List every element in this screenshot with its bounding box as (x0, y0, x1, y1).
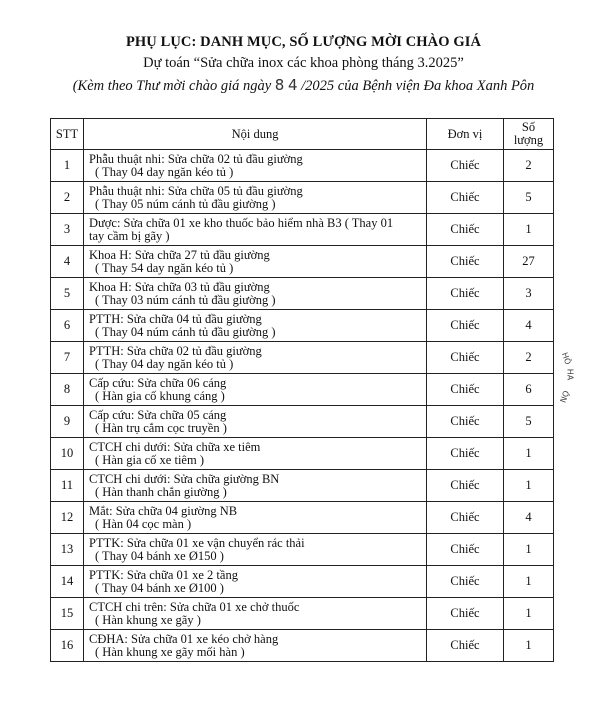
content-line2: ( Hàn gia cố khung cáng ) (95, 388, 225, 403)
table-row (51, 374, 554, 406)
stamp-text-1: HÔ (559, 351, 573, 366)
cell-qty: 6 (504, 374, 554, 406)
cell-content (84, 566, 427, 598)
header-qty (504, 119, 554, 150)
cell-content (84, 598, 427, 630)
cell-qty: 4 (504, 502, 554, 534)
content-line1: Phẫu thuật nhi: Sửa chữa 02 tủ đầu giường (89, 151, 303, 166)
table-row (51, 598, 554, 630)
handwritten-day: 8 (274, 76, 285, 94)
cell-content (84, 342, 427, 374)
cell-qty: 1 (504, 566, 554, 598)
cell-stt: 2 (51, 182, 84, 214)
cell-stt: 12 (51, 502, 84, 534)
document-subtitle: Dự toán “Sửa chữa inox các khoa phòng tháng 3.2025” (143, 55, 464, 71)
content-line1: CTCH chi dưới: Sửa chữa xe tiêm (89, 439, 261, 454)
content-line2: ( Hàn khung xe gãy ) (95, 612, 201, 627)
cell-stt: 1 (51, 150, 84, 182)
cell-qty: 1 (504, 438, 554, 470)
cell-qty: 1 (504, 630, 554, 662)
document-note (0, 76, 607, 95)
content-line2: ( Hàn 04 cọc màn ) (95, 516, 192, 531)
cell-qty: 1 (504, 534, 554, 566)
content-line1: PTTH: Sửa chữa 02 tủ đầu giường (89, 343, 262, 358)
content-line1: CĐHA: Sửa chữa 01 xe kéo chở hàng (89, 631, 279, 646)
header-qty-line2: lượng (513, 133, 544, 147)
items-table (50, 118, 554, 662)
table-row (51, 182, 554, 214)
cell-unit: Chiếc (427, 598, 504, 630)
cell-stt: 10 (51, 438, 84, 470)
content-line1: PTTK: Sửa chữa 01 xe 2 tầng (89, 567, 238, 582)
content-line1: CTCH chi trên: Sửa chữa 01 xe chở thuốc (89, 599, 300, 614)
cell-content (84, 406, 427, 438)
table-row (51, 630, 554, 662)
cell-qty: 1 (504, 214, 554, 246)
content-line2: ( Thay 04 bánh xe Ø100 ) (95, 580, 224, 595)
cell-content (84, 278, 427, 310)
cell-stt: 7 (51, 342, 84, 374)
cell-stt: 14 (51, 566, 84, 598)
content-line1: Mắt: Sửa chữa 04 giường NB (89, 503, 238, 518)
cell-content (84, 438, 427, 470)
content-line2: ( Hàn khung xe gãy mối hàn ) (95, 644, 245, 659)
cell-stt: 13 (51, 534, 84, 566)
cell-stt: 15 (51, 598, 84, 630)
content-line2: ( Hàn trụ cắm cọc truyền ) (95, 420, 227, 435)
cell-unit: Chiếc (427, 342, 504, 374)
cell-unit: Chiếc (427, 406, 504, 438)
content-line1: Dược: Sửa chữa 01 xe kho thuốc bảo hiểm nhà B3 ( Thay 01 (89, 215, 394, 230)
header-unit: Đơn vị (427, 119, 504, 150)
cell-stt: 5 (51, 278, 84, 310)
content-line1: Khoa H: Sửa chữa 27 tủ đầu giường (89, 247, 270, 262)
cell-unit: Chiếc (427, 438, 504, 470)
header-qty-line1: Số (521, 120, 536, 134)
table-row (51, 246, 554, 278)
document-title: PHỤ LỤC: DANH MỤC, SỐ LƯỢNG MỜI CHÀO GIÁ (125, 34, 482, 50)
cell-unit: Chiếc (427, 150, 504, 182)
cell-unit: Chiếc (427, 214, 504, 246)
cell-unit: Chiếc (427, 310, 504, 342)
content-line2: ( Thay 04 núm cánh tủ đầu giường ) (95, 324, 276, 339)
content-line2: ( Hàn gia cố xe tiêm ) (95, 452, 204, 467)
cell-qty: 3 (504, 278, 554, 310)
table-header-row (51, 119, 554, 150)
note-prefix: (Kèm theo Thư mời chào giá ngày (72, 78, 272, 94)
table-row (51, 534, 554, 566)
cell-qty: 2 (504, 150, 554, 182)
cell-unit: Chiếc (427, 534, 504, 566)
cell-stt: 4 (51, 246, 84, 278)
cell-qty: 5 (504, 182, 554, 214)
cell-content (84, 310, 427, 342)
table-row (51, 342, 554, 374)
note-suffix: /2025 của Bệnh viện Đa khoa Xanh Pôn (301, 78, 535, 94)
content-line2: tay cầm bị gãy ) (89, 228, 170, 243)
table-row (51, 406, 554, 438)
table-row (51, 150, 554, 182)
cell-unit: Chiếc (427, 566, 504, 598)
cell-content (84, 150, 427, 182)
cell-qty: 27 (504, 246, 554, 278)
cell-stt: 3 (51, 214, 84, 246)
content-line1: Cấp cứu: Sửa chữa 05 cáng (89, 407, 227, 422)
cell-unit: Chiếc (427, 278, 504, 310)
content-line2: ( Thay 04 bánh xe Ø150 ) (95, 548, 224, 563)
content-line1: Phẫu thuật nhi: Sửa chữa 05 tủ đầu giường (89, 183, 303, 198)
cell-content (84, 246, 427, 278)
cell-content (84, 502, 427, 534)
cell-qty: 1 (504, 598, 554, 630)
content-line2: ( Thay 04 day ngăn kéo tủ ) (95, 356, 234, 371)
cell-unit: Chiếc (427, 246, 504, 278)
cell-stt: 6 (51, 310, 84, 342)
handwritten-month: 4 (287, 76, 298, 94)
cell-stt: 8 (51, 374, 84, 406)
cell-unit: Chiếc (427, 470, 504, 502)
table-row (51, 438, 554, 470)
cell-qty: 1 (504, 470, 554, 502)
table-row (51, 566, 554, 598)
content-line2: ( Thay 03 núm cánh tủ đầu giường ) (95, 292, 276, 307)
content-line1: CTCH chi dưới: Sửa chữa giường BN (89, 471, 280, 486)
cell-stt: 16 (51, 630, 84, 662)
cell-stt: 9 (51, 406, 84, 438)
cell-qty: 2 (504, 342, 554, 374)
cell-stt: 11 (51, 470, 84, 502)
content-line2: ( Thay 05 núm cánh tủ đầu giường ) (95, 196, 276, 211)
cell-content (84, 214, 427, 246)
content-line2: ( Thay 04 day ngăn kéo tủ ) (95, 164, 234, 179)
table-row (51, 310, 554, 342)
cell-unit: Chiếc (427, 182, 504, 214)
stamp-fragment (538, 352, 588, 422)
cell-content (84, 182, 427, 214)
table-row (51, 278, 554, 310)
stamp-text-2: HA (565, 368, 575, 381)
stamp-text-3: ÔN (557, 389, 571, 404)
cell-unit: Chiếc (427, 630, 504, 662)
content-line2: ( Thay 54 day ngăn kéo tủ ) (95, 260, 234, 275)
content-line2: ( Hàn thanh chắn giường ) (95, 484, 227, 499)
cell-content (84, 534, 427, 566)
content-line1: Cấp cứu: Sửa chữa 06 cáng (89, 375, 227, 390)
header-stt: STT (51, 119, 84, 150)
table-row (51, 502, 554, 534)
cell-unit: Chiếc (427, 374, 504, 406)
cell-content (84, 374, 427, 406)
cell-content (84, 470, 427, 502)
cell-qty: 5 (504, 406, 554, 438)
content-line1: PTTK: Sửa chữa 01 xe vận chuyển rác thải (89, 535, 305, 550)
cell-qty: 4 (504, 310, 554, 342)
header-content: Nội dung (84, 119, 427, 150)
cell-unit: Chiếc (427, 502, 504, 534)
table-row (51, 470, 554, 502)
content-line1: PTTH: Sửa chữa 04 tủ đầu giường (89, 311, 262, 326)
cell-content (84, 630, 427, 662)
content-line1: Khoa H: Sửa chữa 03 tủ đầu giường (89, 279, 270, 294)
table-row (51, 214, 554, 246)
